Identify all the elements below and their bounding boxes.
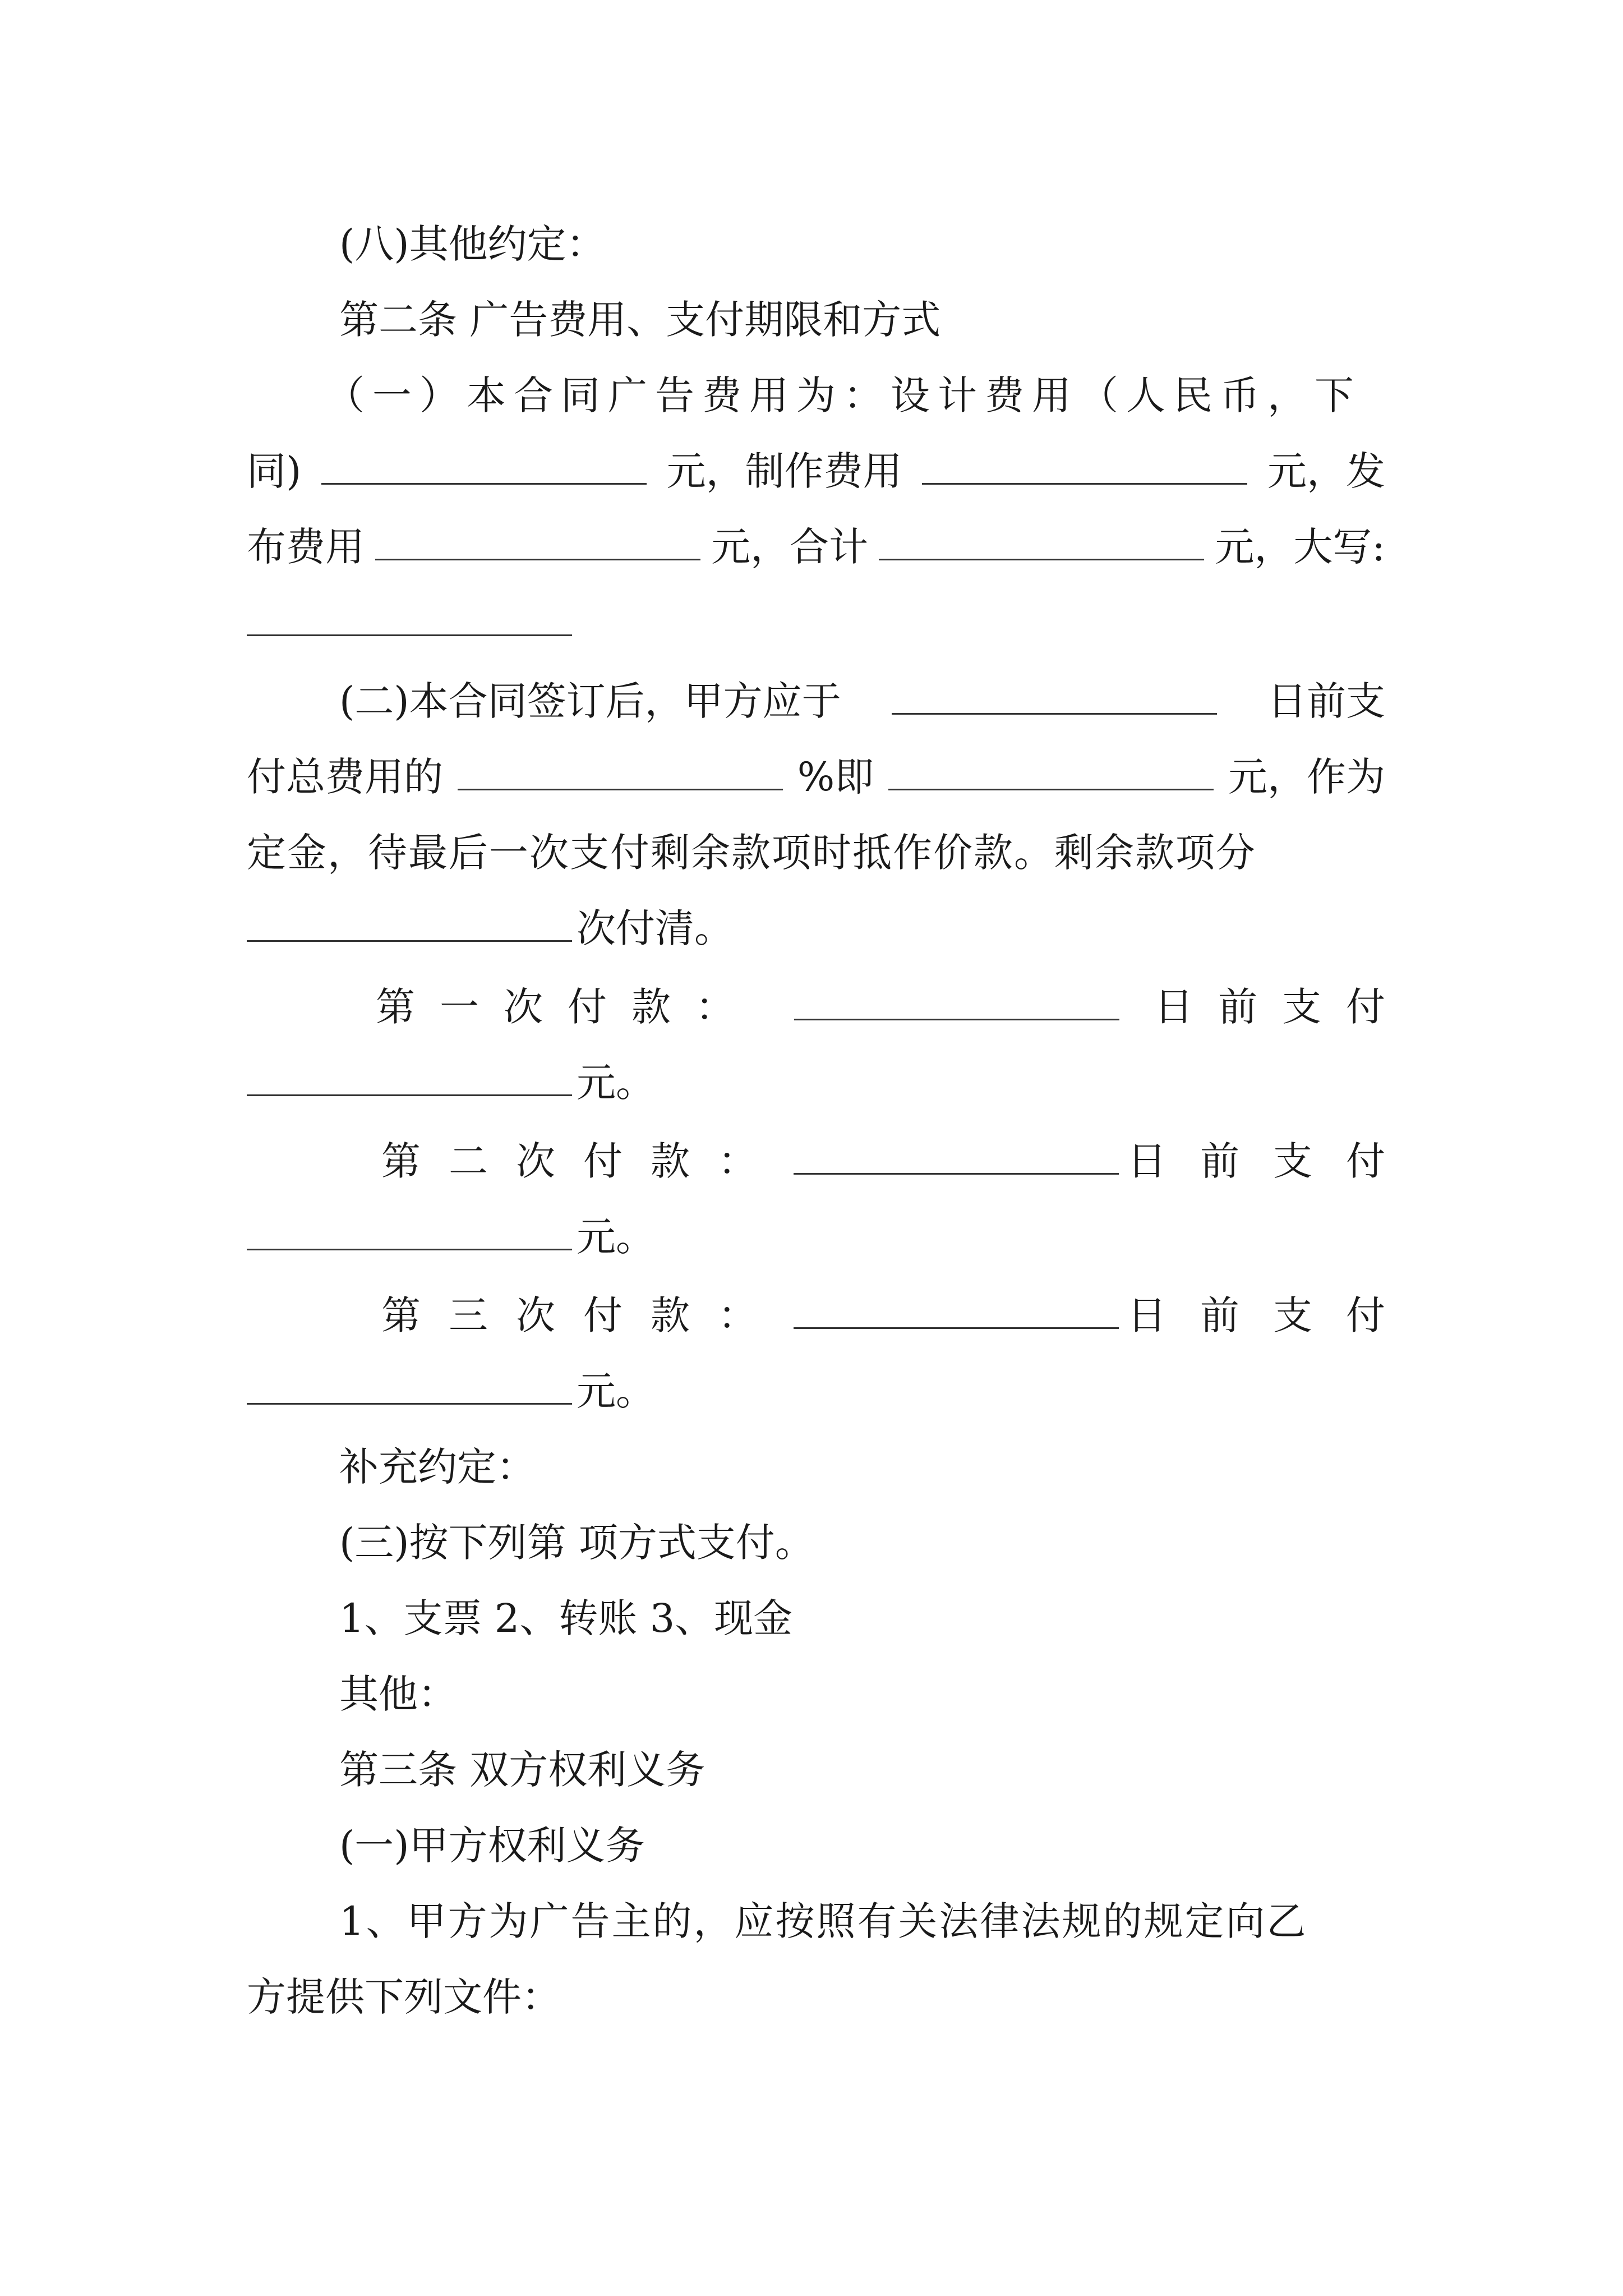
payment-2-amount-blank[interactable] bbox=[247, 1209, 572, 1250]
article-2-heading: 第二条 广告费用、支付期限和方式 bbox=[339, 297, 941, 343]
fee-paragraph-line-4 bbox=[247, 592, 1385, 654]
fee-text-tong: 同) bbox=[247, 448, 302, 494]
total-fee-blank[interactable] bbox=[879, 519, 1204, 560]
deposit-text-5: 元，作为 bbox=[1228, 754, 1385, 800]
payment-3-amount-line bbox=[247, 1360, 1385, 1422]
payment-2-text: 日前支付 bbox=[1127, 1138, 1419, 1184]
payment-3-label: 第三次付款： bbox=[381, 1292, 785, 1338]
payment-3-amount-blank[interactable] bbox=[247, 1364, 572, 1405]
deposit-percent-blank[interactable] bbox=[458, 749, 783, 790]
other-label: 其他： bbox=[339, 1671, 457, 1717]
payment-2-unit: 元。 bbox=[577, 1214, 655, 1260]
deposit-text-1: (二)本合同签订后，甲方应于 bbox=[339, 678, 841, 724]
fee-text-publish: 布费用 bbox=[247, 524, 365, 570]
deposit-line-1 bbox=[339, 670, 1385, 732]
fee-text-total: 元，合计 bbox=[711, 524, 869, 570]
capital-amount-blank[interactable] bbox=[247, 595, 572, 636]
fee-paragraph-line-2 bbox=[247, 440, 1385, 502]
payment-3-unit: 元。 bbox=[577, 1368, 655, 1414]
production-fee-blank[interactable] bbox=[922, 444, 1247, 485]
payment-2-date-blank[interactable] bbox=[794, 1134, 1119, 1175]
deposit-line-3: 定金，待最后一次支付剩余款项时抵作价款。剩余款项分 bbox=[247, 830, 1256, 876]
fee-paragraph-line-3 bbox=[247, 516, 1385, 578]
fee-text-production: 元，制作费用 bbox=[666, 448, 902, 494]
fee-text-capital: 元，大写: bbox=[1215, 524, 1385, 570]
party-a-item-1-line-1: 1、甲方为广告主的，应按照有关法律法规的规定向乙 bbox=[339, 1898, 1308, 1944]
payment-3-date-blank[interactable] bbox=[794, 1288, 1119, 1329]
payment-2-amount-line bbox=[247, 1206, 1385, 1268]
fee-paragraph-line-1 bbox=[325, 365, 1385, 426]
deposit-date-blank[interactable] bbox=[892, 674, 1217, 715]
payment-2-line bbox=[381, 1130, 1419, 1192]
party-a-item-1-line-2: 方提供下列文件： bbox=[247, 1974, 561, 2020]
payment-method-clause: (三)按下列第 项方式支付。 bbox=[339, 1520, 814, 1566]
installment-count-blank[interactable] bbox=[247, 901, 572, 942]
deposit-text-4: %即 bbox=[797, 754, 874, 800]
deposit-text-2: 日前支 bbox=[1267, 678, 1385, 724]
payment-3-line bbox=[381, 1285, 1419, 1346]
payment-method-options: 1、支票 2、转账 3、现金 bbox=[339, 1595, 793, 1641]
fee-text-publish-start: 元，发 bbox=[1267, 448, 1385, 494]
deposit-line-4 bbox=[247, 898, 1385, 959]
payment-1-unit: 元。 bbox=[577, 1060, 655, 1106]
payment-1-line bbox=[376, 976, 1410, 1038]
party-a-heading: (一)甲方权利义务 bbox=[339, 1823, 645, 1869]
deposit-text-6: 次付清。 bbox=[577, 905, 734, 951]
article-3-heading: 第三条 双方权利义务 bbox=[339, 1747, 706, 1793]
design-fee-blank[interactable] bbox=[321, 444, 647, 485]
publish-fee-blank[interactable] bbox=[375, 519, 700, 560]
supplement-label: 补充约定： bbox=[339, 1444, 536, 1490]
payment-3-text: 日前支付 bbox=[1127, 1292, 1419, 1338]
payment-1-text: 日前支付 bbox=[1154, 984, 1410, 1030]
payment-1-amount-line bbox=[247, 1052, 1385, 1114]
payment-1-date-blank[interactable] bbox=[794, 979, 1119, 1020]
deposit-amount-blank[interactable] bbox=[888, 749, 1214, 790]
fee-paragraph-text: （一）本合同广告费用为：设计费用（人民币，下 bbox=[325, 372, 1362, 418]
payment-2-label: 第二次付款： bbox=[381, 1138, 785, 1184]
clause-8-other: (八)其他约定： bbox=[339, 221, 606, 267]
deposit-line-2 bbox=[247, 746, 1385, 808]
payment-1-amount-blank[interactable] bbox=[247, 1055, 572, 1096]
deposit-text-3: 付总费用的 bbox=[247, 754, 443, 800]
payment-1-label: 第一次付款： bbox=[376, 984, 759, 1030]
